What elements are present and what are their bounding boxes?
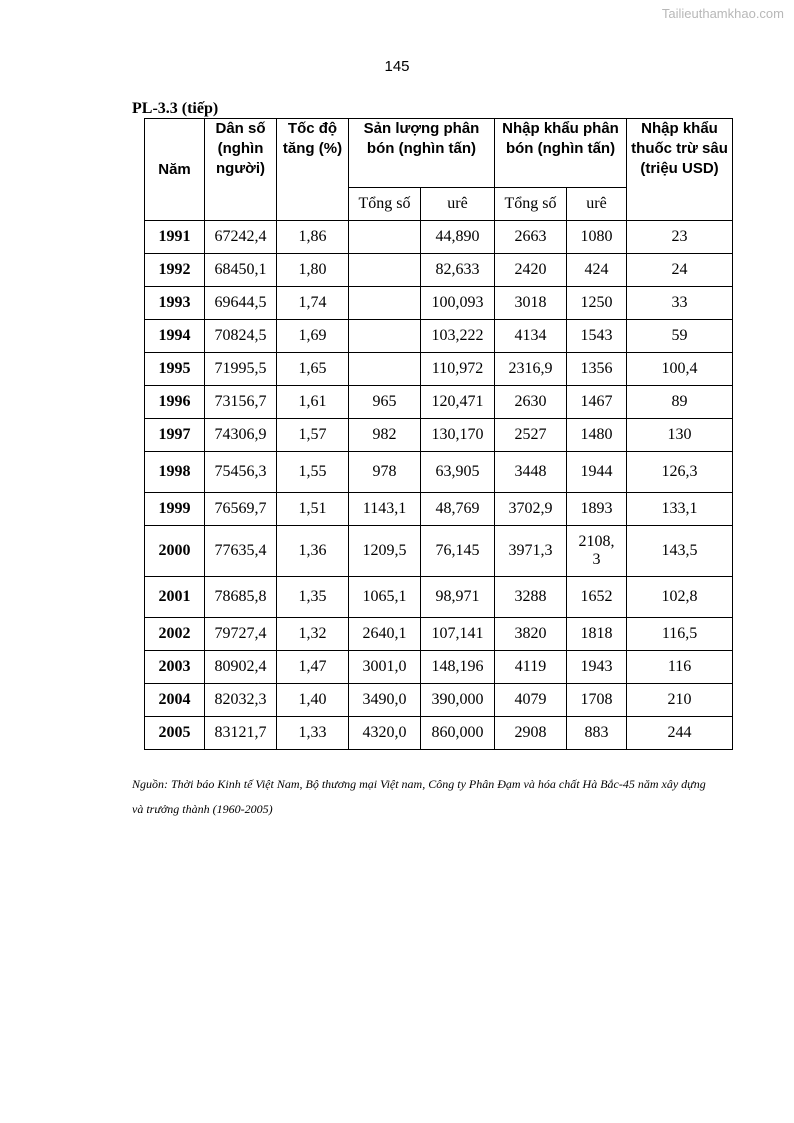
import-urea-cell: 2108, 3 (567, 526, 627, 577)
year-cell: 2000 (145, 526, 205, 577)
year-cell: 2001 (145, 577, 205, 618)
growth-cell: 1,74 (277, 287, 349, 320)
output-total-cell: 1209,5 (349, 526, 421, 577)
output-total-cell: 3490,0 (349, 684, 421, 717)
year-cell: 1998 (145, 452, 205, 493)
pesticide-cell: 116,5 (627, 618, 733, 651)
table-row (145, 684, 733, 717)
header-fertilizer-import: Nhập khẩu phân bón (nghìn tấn) (495, 119, 627, 188)
growth-cell: 1,65 (277, 353, 349, 386)
table-body (145, 221, 733, 750)
import-total-cell: 3018 (495, 287, 567, 320)
data-table (144, 118, 733, 750)
population-cell: 82032,3 (205, 684, 277, 717)
growth-cell: 1,40 (277, 684, 349, 717)
import-urea-cell: 1480 (567, 419, 627, 452)
pesticide-cell: 116 (627, 651, 733, 684)
population-cell: 76569,7 (205, 493, 277, 526)
output-total-cell: 1143,1 (349, 493, 421, 526)
output-urea-cell: 107,141 (421, 618, 495, 651)
growth-cell: 1,80 (277, 254, 349, 287)
import-urea-cell: 883 (567, 717, 627, 750)
output-urea-cell: 110,972 (421, 353, 495, 386)
output-total-cell (349, 221, 421, 254)
output-urea-cell: 98,971 (421, 577, 495, 618)
import-urea-cell: 424 (567, 254, 627, 287)
year-cell: 1996 (145, 386, 205, 419)
subheader-output-total: Tổng số (349, 188, 421, 221)
population-cell: 83121,7 (205, 717, 277, 750)
output-total-cell: 3001,0 (349, 651, 421, 684)
population-cell: 68450,1 (205, 254, 277, 287)
output-total-cell: 2640,1 (349, 618, 421, 651)
growth-cell: 1,33 (277, 717, 349, 750)
year-cell: 1997 (145, 419, 205, 452)
table-row (145, 452, 733, 493)
population-cell: 80902,4 (205, 651, 277, 684)
output-urea-cell: 44,890 (421, 221, 495, 254)
output-total-cell (349, 320, 421, 353)
import-urea-cell: 1356 (567, 353, 627, 386)
import-urea-cell: 1893 (567, 493, 627, 526)
import-urea-cell: 1250 (567, 287, 627, 320)
subheader-output-urea: urê (421, 188, 495, 221)
import-total-cell: 3820 (495, 618, 567, 651)
header-population: Dân số (nghìn người) (205, 119, 277, 221)
growth-cell: 1,35 (277, 577, 349, 618)
import-urea-cell: 1080 (567, 221, 627, 254)
output-urea-cell: 860,000 (421, 717, 495, 750)
output-total-cell: 965 (349, 386, 421, 419)
import-total-cell: 2420 (495, 254, 567, 287)
output-urea-cell: 63,905 (421, 452, 495, 493)
header-year: Năm (145, 119, 205, 221)
output-urea-cell: 76,145 (421, 526, 495, 577)
table-caption: PL-3.3 (tiếp) (132, 100, 219, 117)
table-row (145, 287, 733, 320)
pesticide-cell: 100,4 (627, 353, 733, 386)
population-cell: 78685,8 (205, 577, 277, 618)
import-total-cell: 2527 (495, 419, 567, 452)
source-note: Nguồn: Thời báo Kinh tế Việt Nam, Bộ thương mại Việt nam, Công ty Phân Đạm và hóa chất Hà Bắc-45 năm xây dựng và trưởng thành (1960-2005) (132, 777, 706, 816)
table-row (145, 221, 733, 254)
table-row (145, 493, 733, 526)
import-total-cell: 2908 (495, 717, 567, 750)
header-pesticide-import: Nhập khẩu thuốc trừ sâu (triệu USD) (627, 119, 733, 221)
output-urea-cell: 48,769 (421, 493, 495, 526)
table-row (145, 577, 733, 618)
pesticide-cell: 102,8 (627, 577, 733, 618)
import-total-cell: 3448 (495, 452, 567, 493)
population-cell: 74306,9 (205, 419, 277, 452)
table-row (145, 717, 733, 750)
import-urea-cell: 1818 (567, 618, 627, 651)
growth-cell: 1,51 (277, 493, 349, 526)
growth-cell: 1,36 (277, 526, 349, 577)
output-total-cell: 982 (349, 419, 421, 452)
pesticide-cell: 89 (627, 386, 733, 419)
year-cell: 2005 (145, 717, 205, 750)
header-fertilizer-output: Sản lượng phân bón (nghìn tấn) (349, 119, 495, 188)
import-total-cell: 2663 (495, 221, 567, 254)
table-row (145, 618, 733, 651)
population-cell: 70824,5 (205, 320, 277, 353)
output-urea-cell: 120,471 (421, 386, 495, 419)
growth-cell: 1,57 (277, 419, 349, 452)
table-row (145, 651, 733, 684)
year-cell: 1992 (145, 254, 205, 287)
growth-cell: 1,69 (277, 320, 349, 353)
import-total-cell: 2630 (495, 386, 567, 419)
year-cell: 2002 (145, 618, 205, 651)
pesticide-cell: 133,1 (627, 493, 733, 526)
growth-cell: 1,55 (277, 452, 349, 493)
import-total-cell: 2316,9 (495, 353, 567, 386)
pesticide-cell: 23 (627, 221, 733, 254)
growth-cell: 1,47 (277, 651, 349, 684)
output-urea-cell: 82,633 (421, 254, 495, 287)
growth-cell: 1,86 (277, 221, 349, 254)
watermark: Tailieuthamkhao.com (661, 6, 784, 21)
output-urea-cell: 148,196 (421, 651, 495, 684)
population-cell: 79727,4 (205, 618, 277, 651)
import-urea-cell: 1943 (567, 651, 627, 684)
growth-cell: 1,32 (277, 618, 349, 651)
year-cell: 1993 (145, 287, 205, 320)
year-cell: 1995 (145, 353, 205, 386)
import-total-cell: 3971,3 (495, 526, 567, 577)
output-total-cell: 978 (349, 452, 421, 493)
table-row (145, 254, 733, 287)
header-row (145, 119, 733, 188)
growth-cell: 1,61 (277, 386, 349, 419)
population-cell: 73156,7 (205, 386, 277, 419)
output-urea-cell: 100,093 (421, 287, 495, 320)
pesticide-cell: 130 (627, 419, 733, 452)
population-cell: 71995,5 (205, 353, 277, 386)
table-row (145, 386, 733, 419)
import-total-cell: 3702,9 (495, 493, 567, 526)
table-row (145, 320, 733, 353)
import-total-cell: 4079 (495, 684, 567, 717)
page-number: 145 (384, 58, 410, 75)
pesticide-cell: 244 (627, 717, 733, 750)
import-total-cell: 3288 (495, 577, 567, 618)
pesticide-cell: 33 (627, 287, 733, 320)
pesticide-cell: 59 (627, 320, 733, 353)
pesticide-cell: 24 (627, 254, 733, 287)
import-total-cell: 4134 (495, 320, 567, 353)
population-cell: 69644,5 (205, 287, 277, 320)
table-row (145, 419, 733, 452)
table-row (145, 526, 733, 577)
subheader-import-urea: urê (567, 188, 627, 221)
year-cell: 1999 (145, 493, 205, 526)
import-urea-cell: 1944 (567, 452, 627, 493)
year-cell: 1991 (145, 221, 205, 254)
population-cell: 67242,4 (205, 221, 277, 254)
import-urea-cell: 1543 (567, 320, 627, 353)
subheader-import-total: Tổng số (495, 188, 567, 221)
pesticide-cell: 126,3 (627, 452, 733, 493)
year-cell: 2003 (145, 651, 205, 684)
output-urea-cell: 103,222 (421, 320, 495, 353)
population-cell: 75456,3 (205, 452, 277, 493)
table-row (145, 353, 733, 386)
output-urea-cell: 390,000 (421, 684, 495, 717)
output-total-cell: 1065,1 (349, 577, 421, 618)
population-cell: 77635,4 (205, 526, 277, 577)
import-urea-cell: 1652 (567, 577, 627, 618)
import-urea-cell: 1708 (567, 684, 627, 717)
output-total-cell (349, 287, 421, 320)
output-total-cell (349, 254, 421, 287)
year-cell: 2004 (145, 684, 205, 717)
pesticide-cell: 143,5 (627, 526, 733, 577)
output-urea-cell: 130,170 (421, 419, 495, 452)
output-total-cell: 4320,0 (349, 717, 421, 750)
import-total-cell: 4119 (495, 651, 567, 684)
output-total-cell (349, 353, 421, 386)
pesticide-cell: 210 (627, 684, 733, 717)
year-cell: 1994 (145, 320, 205, 353)
import-urea-cell: 1467 (567, 386, 627, 419)
header-growth-rate: Tốc độ tăng (%) (277, 119, 349, 221)
